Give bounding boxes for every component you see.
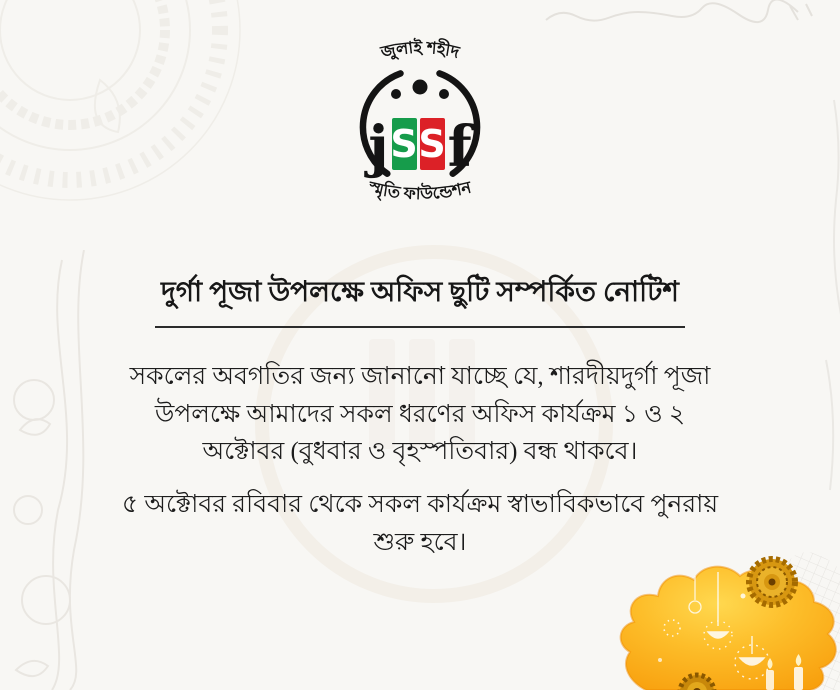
logo-top-text-curve (378, 37, 463, 64)
yellow-blob-shape (621, 567, 836, 690)
logo-dot-center (413, 80, 428, 95)
mandala-flower-partial-icon (680, 675, 714, 690)
notice-paragraph-1: সকলের অবগতির জন্য জানানো যাচ্ছে যে, শারদীয়দুর্গা পূজা উপলক্ষে আমাদের সকল ধরণের অফিস কার্যক্রম ১ ও ২ অক্টোবর (বুধবার ও বৃহস্পতিবার) বন্ধ থাকবে। (129, 363, 711, 465)
mandala-watermark-icon (0, 0, 330, 290)
logo-letter-f: f (447, 113, 472, 180)
logo-letter-j: j (368, 113, 389, 180)
notice-title (0, 270, 840, 328)
festive-blob-icon (600, 540, 840, 690)
logo-letter-s-red: S (420, 118, 445, 170)
mandala-flower-icon (749, 559, 795, 605)
logo-letter-s-green: S (392, 118, 417, 170)
festive-corner-ornament (600, 540, 840, 690)
logo-top-text: জুলাই শহীদ (378, 37, 462, 62)
edge-watermark-icon (814, 60, 840, 620)
scribble-watermark-icon (540, 0, 840, 36)
notice-paragraph-2: ৫ অক্টোবর রবিবার থেকে সকল কার্যক্রম স্বাভাবিকভাবে পুনরায় শুরু হবে। (121, 491, 719, 556)
logo-letters (330, 94, 510, 180)
logo-bottom-text-curve (366, 177, 474, 203)
notice-title-text: দুর্গা পূজা উপলক্ষে অফিস ছুটি সম্পর্কিত নোটিশ (155, 270, 685, 328)
logo-bottom-text: স্মৃতি ফাউন্ডেশন (367, 177, 473, 204)
foundation-logo (330, 36, 510, 214)
